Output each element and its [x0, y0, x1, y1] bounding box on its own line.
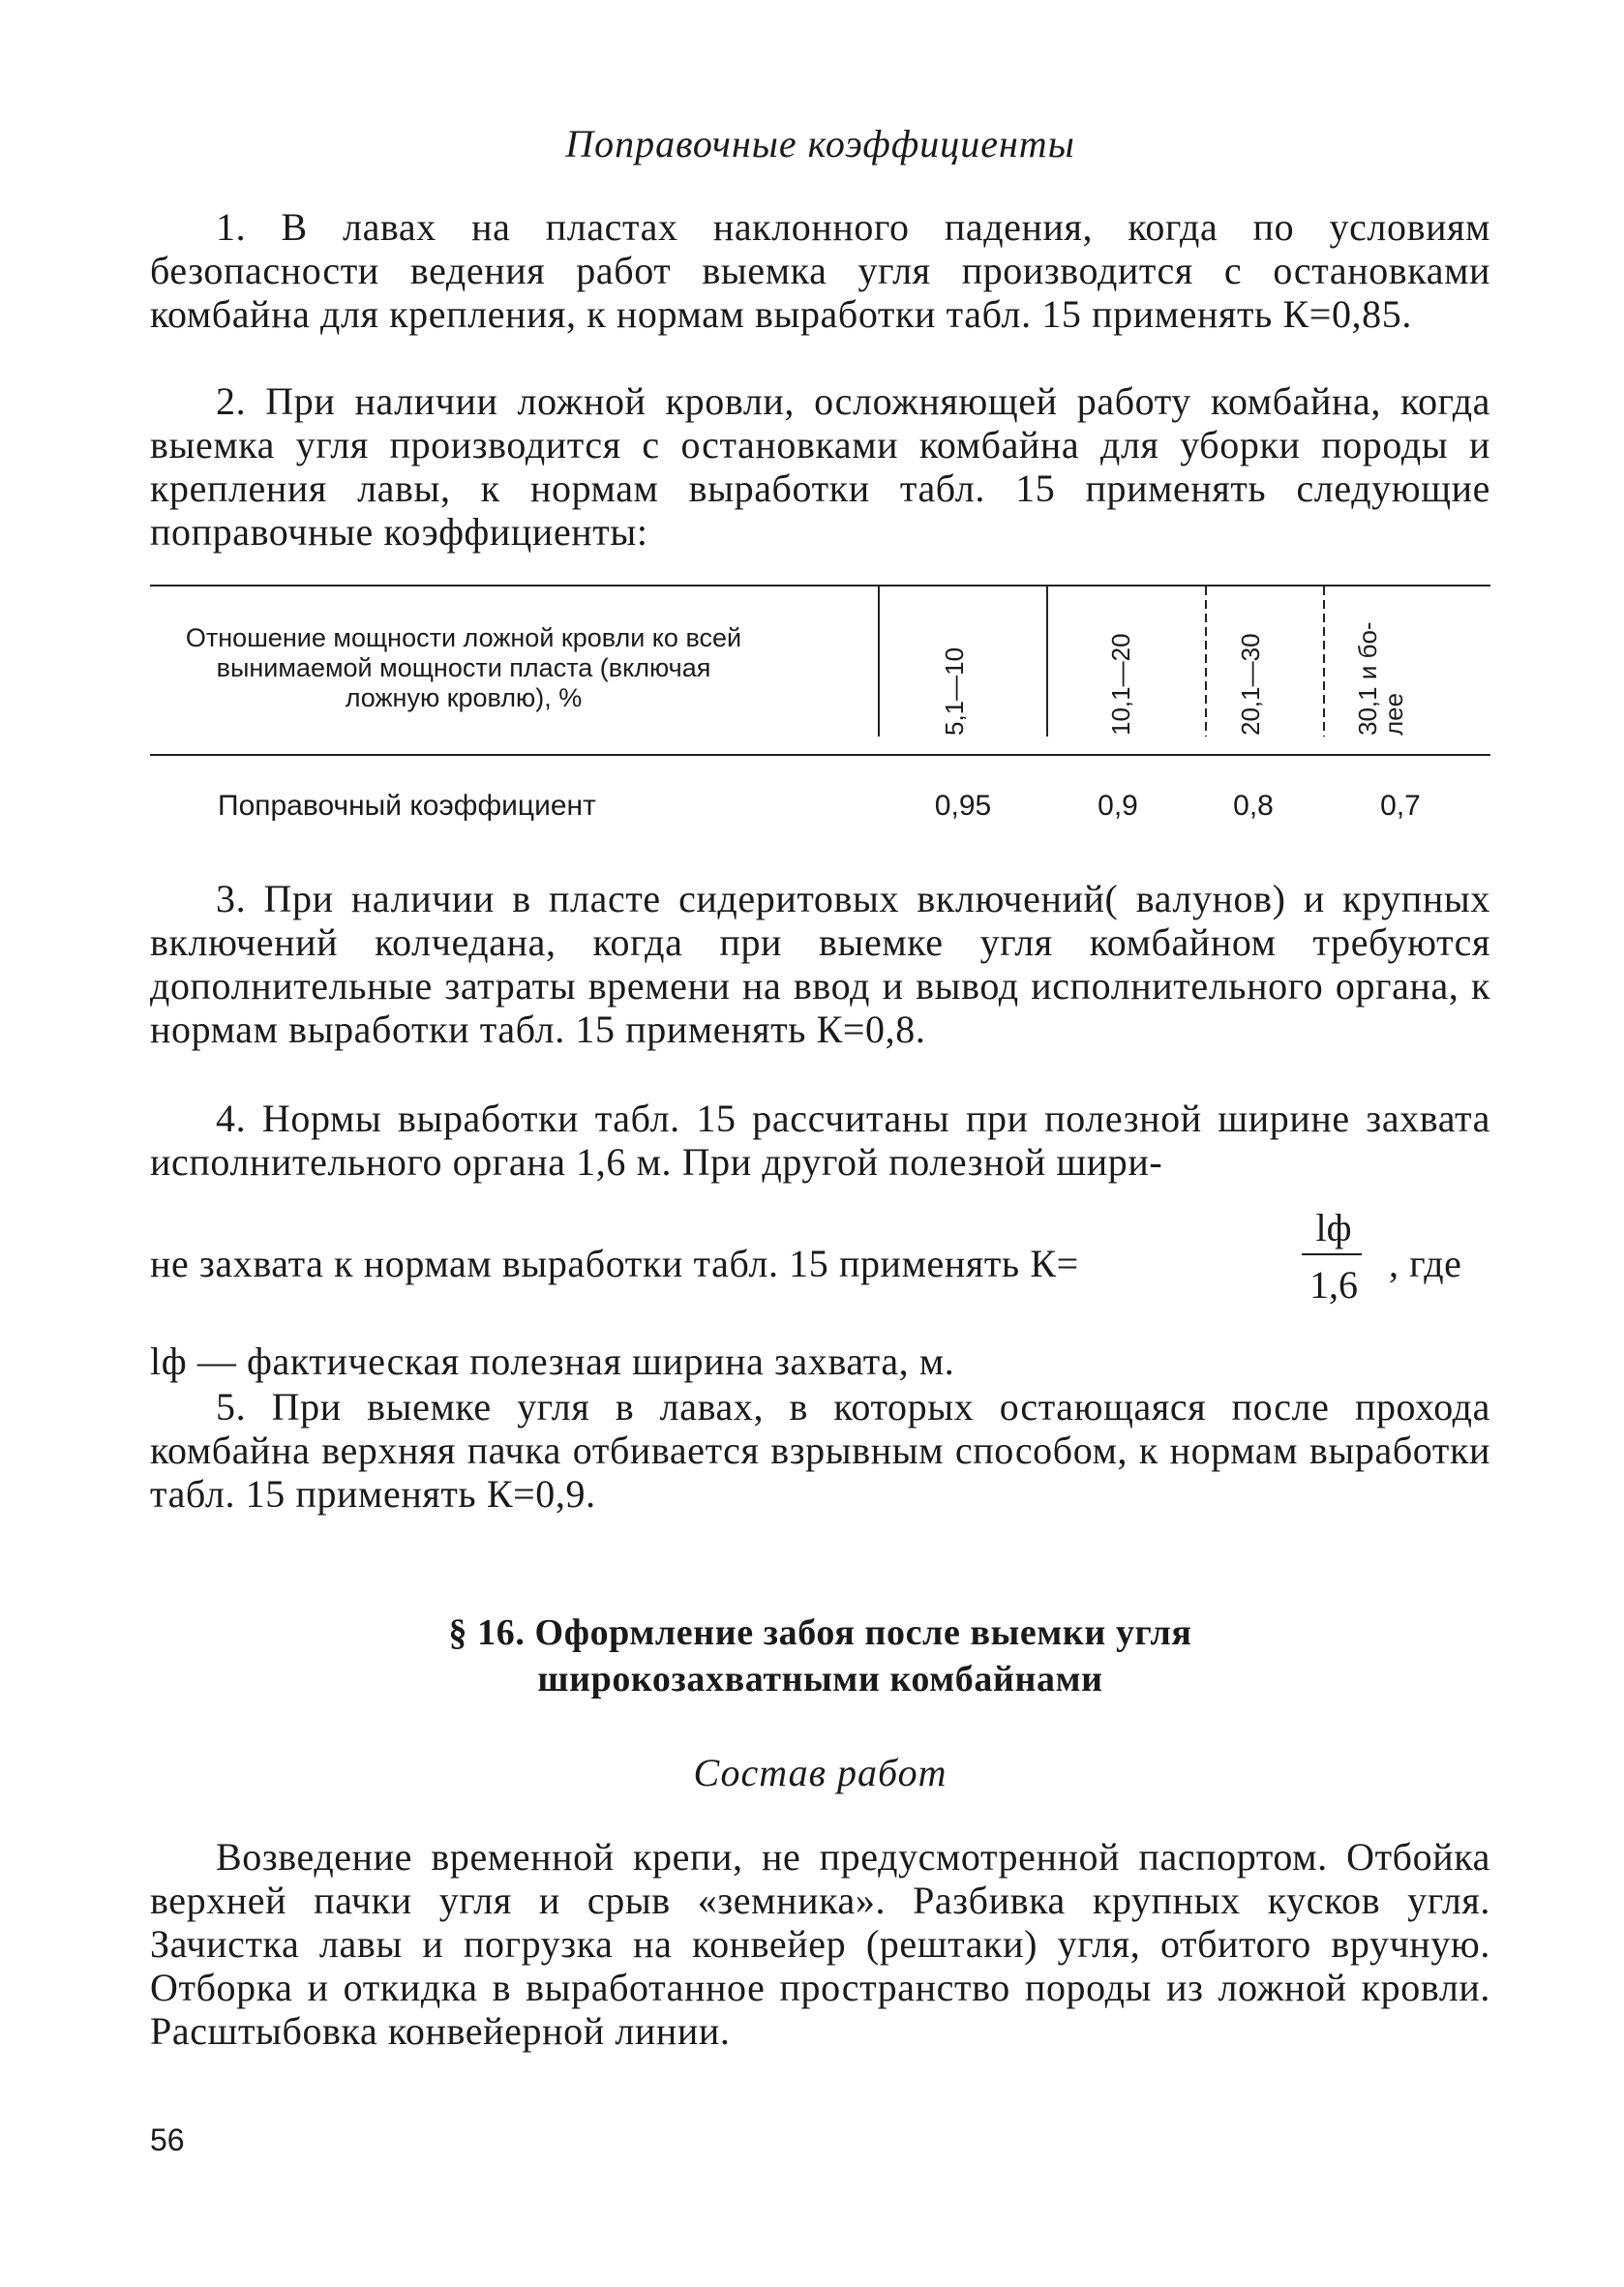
paragraph-5: 5. При выемке угля в лавах, в которых остающаяся после прохода комбайна верхняя пачка отбивается взрывным способом, к нормам выработки табл. 15 применять К=0,9. [150, 1385, 1490, 1516]
definition-line: lф — фактическая полезная ширина захвата, м. [150, 1339, 955, 1383]
table-cell: 0,9 [1098, 790, 1138, 822]
table-top-rule [150, 585, 1490, 587]
paragraph-2: 2. При наличии ложной кровли, осложняющей работу комбайна, когда выемка угля производится с остановками комбайна для уборки породы и крепления лавы, к нормам выработки табл. 15 применять следующие поправочные коэффициенты: [150, 379, 1490, 554]
table-column-divider [1046, 587, 1048, 737]
table-column-header: 5,1—10 [940, 647, 969, 736]
table-header-rule [150, 754, 1490, 756]
table-cell: 0,7 [1380, 790, 1421, 822]
table-column-header: 20,1—30 [1236, 633, 1265, 736]
paragraph-work-composition: Возведение временной крепи, не предусмотренной паспортом. Отбойка верхней пачки угля и срыв «земника». Разбивка крупных кусков угля. Зачистка лавы и погрузка на конвейер (рештаки) угля, отбитого вручную. Отборка и откидка в выработанное пространство породы из ложной кровли. Расштыбовка конвейерной линии. [150, 1835, 1490, 2053]
table-column-header: 30,1 и бо- лее [1353, 621, 1408, 736]
table-column-divider [1205, 587, 1207, 737]
table-cell: 0,8 [1233, 790, 1274, 822]
page-number: 56 [150, 2122, 185, 2157]
paragraph-1: 1. В лавах на пластах наклонного падения, когда по условиям безопасности ведения работ выемка угля производится с остановками комбайна для крепления, к нормам выработки табл. 15 применять К=0,85. [150, 205, 1490, 336]
formula-numerator: lф [1315, 1206, 1352, 1249]
fraction-bar [1302, 1253, 1362, 1255]
section-title: § 16. Оформление забоя после выемки угля широкозахватными комбайнами [448, 1612, 1192, 1700]
work-subheading: Состав работ [693, 1751, 947, 1794]
formula-trail-text: , где [1389, 1242, 1462, 1285]
corrections-heading: Поправочные коэффициенты [565, 122, 1075, 166]
table-header-label: Отношение мощности ложной кровли ко всей вынимаемой мощности пласта (включая ложную кровлю), % [185, 623, 742, 712]
table-column-divider [878, 587, 880, 737]
document-page [150, 0, 1490, 2287]
table-row-label: Поправочный коэффициент [218, 790, 596, 822]
paragraph-4: 4. Нормы выработки табл. 15 рассчитаны при полезной ширине захвата исполнительного органа 1,6 м. При другой полезной шири- [150, 1097, 1490, 1184]
formula-denominator: 1,6 [1309, 1263, 1358, 1307]
table-cell: 0,95 [934, 790, 992, 822]
table-column-header: 10,1—20 [1106, 633, 1135, 736]
paragraph-3: 3. При наличии в пласте сидеритовых включений( валунов) и крупных включений колчедана, когда при выемке угля комбайном требуются дополнительные затраты времени на ввод и вывод исполнительного органа, к нормам выработки табл. 15 применять К=0,8. [150, 877, 1490, 1051]
formula-lead-text: не захвата к нормам выработки табл. 15 применять К= [150, 1242, 1079, 1285]
table-column-divider [1323, 587, 1325, 737]
